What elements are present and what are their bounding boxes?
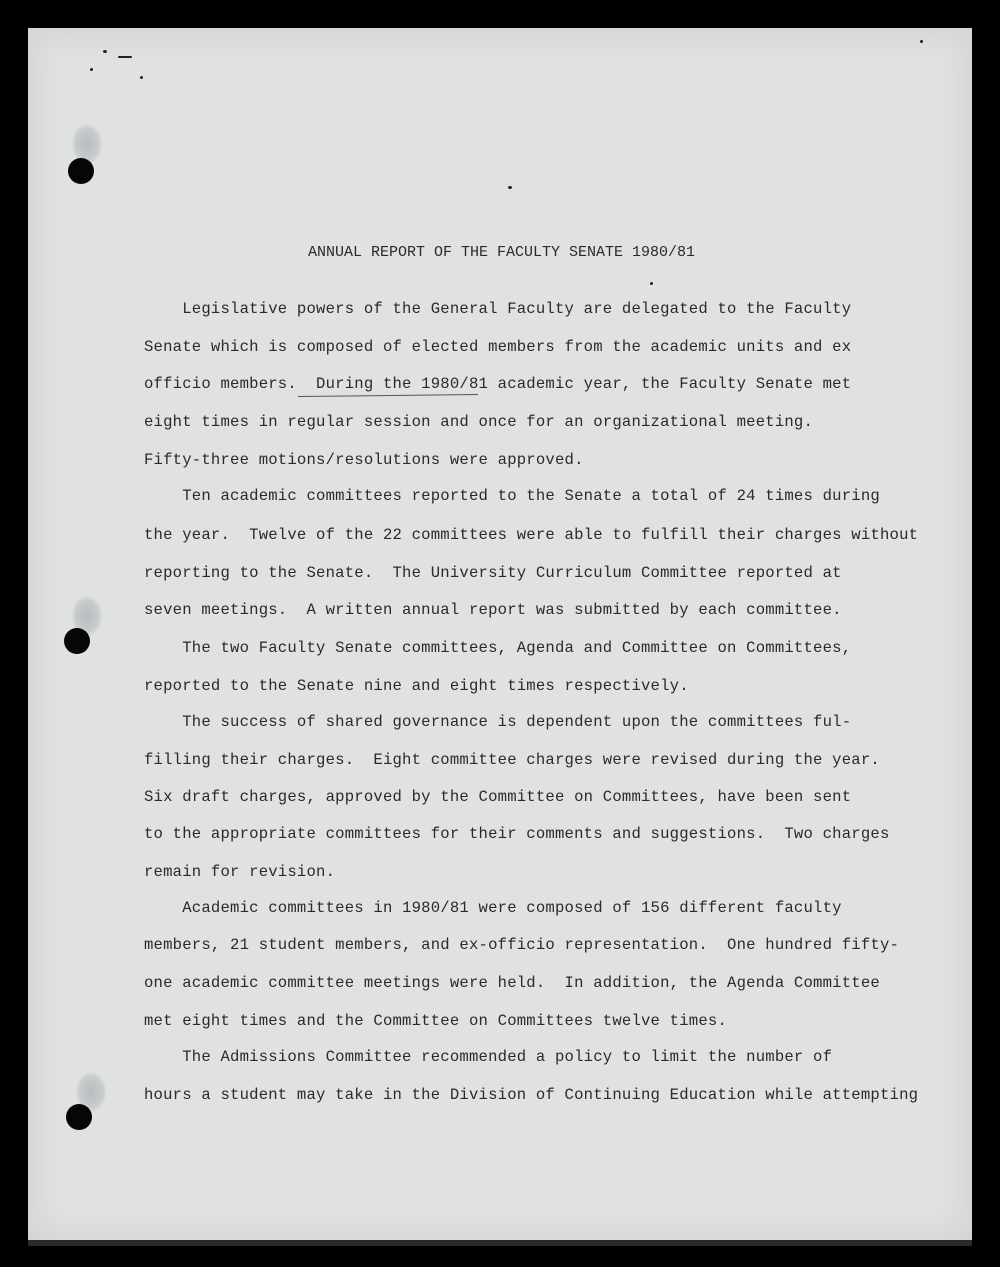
text-line: Fifty-three motions/resolutions were approved. <box>144 451 584 469</box>
text-line: the year. Twelve of the 22 committees were able to fulfill their charges without <box>144 526 919 544</box>
text-line: met eight times and the Committee on Committees twelve times. <box>144 1012 728 1030</box>
text-line: The two Faculty Senate committees, Agenda and Committee on Committees, <box>144 639 852 657</box>
text-line: officio members. During the 1980/81 academic year, the Faculty Senate met <box>144 375 852 393</box>
punch-hole-icon <box>64 628 90 654</box>
text-line: one academic committee meetings were held. In addition, the Agenda Committee <box>144 974 880 992</box>
speck-mark <box>118 56 132 58</box>
speck-mark <box>650 282 653 285</box>
text-line: Academic committees in 1980/81 were composed of 156 different faculty <box>144 899 842 917</box>
page-bottom-edge <box>28 1240 972 1246</box>
document-title: ANNUAL REPORT OF THE FACULTY SENATE 1980/81 <box>308 244 696 261</box>
text-line: filling their charges. Eight committee charges were revised during the year. <box>144 751 880 769</box>
speck-mark <box>90 68 93 71</box>
speck-mark <box>508 186 512 189</box>
punch-hole-icon <box>68 158 94 184</box>
speck-mark <box>140 76 143 79</box>
punch-hole-icon <box>66 1104 92 1130</box>
text-line: The Admissions Committee recommended a policy to limit the number of <box>144 1048 833 1066</box>
text-line: Legislative powers of the General Faculty are delegated to the Faculty <box>144 300 852 318</box>
text-line: to the appropriate committees for their comments and suggestions. Two charges <box>144 825 890 843</box>
text-line: reporting to the Senate. The University Curriculum Committee reported at <box>144 564 842 582</box>
text-line: Senate which is composed of elected members from the academic units and ex <box>144 338 852 356</box>
text-line: Ten academic committees reported to the Senate a total of 24 times during <box>144 487 880 505</box>
text-line: seven meetings. A written annual report was submitted by each committee. <box>144 601 842 619</box>
text-line: reported to the Senate nine and eight times respectively. <box>144 677 689 695</box>
text-line: members, 21 student members, and ex-officio representation. One hundred fifty- <box>144 936 900 954</box>
text-line: remain for revision. <box>144 863 336 881</box>
text-line: Six draft charges, approved by the Committee on Committees, have been sent <box>144 788 852 806</box>
text-line: eight times in regular session and once for an organizational meeting. <box>144 413 814 431</box>
text-line: The success of shared governance is dependent upon the committees ful- <box>144 713 852 731</box>
text-line: hours a student may take in the Division of Continuing Education while attempting <box>144 1086 919 1104</box>
speck-mark <box>103 50 107 53</box>
speck-mark <box>920 40 923 43</box>
